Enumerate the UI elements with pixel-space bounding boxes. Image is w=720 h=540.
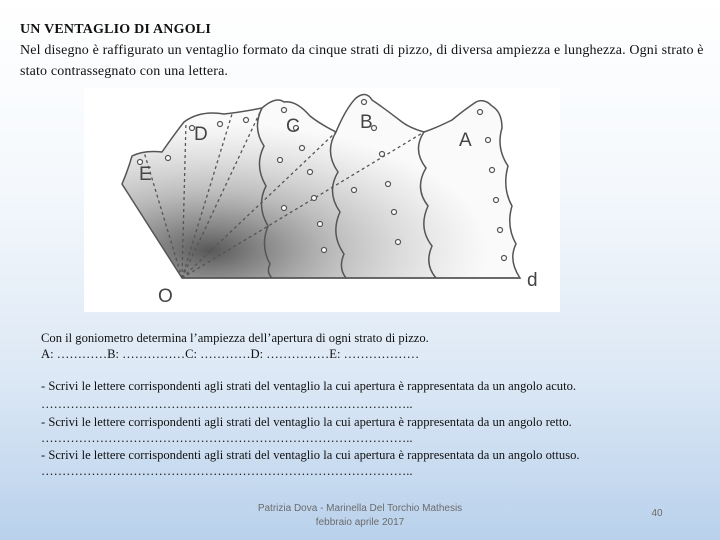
intro-paragraph: Nel disegno è raffigurato un ventaglio formato da cinque strati di pizzo, di diversa ampiezza e lunghezza. Ogni strato è stato contrassegnato con una lettera. (20, 43, 704, 79)
fan-diagram (84, 88, 560, 312)
question-acute: - Scrivi le lettere corrispondenti agli strati del ventaglio la cui apertura è rappresentata da un angolo acuto. (41, 379, 577, 393)
label-A: A (459, 130, 472, 151)
slide-title: UN VENTAGLIO DI ANGOLI (20, 22, 211, 37)
footer-date: febbraio aprile 2017 (315, 517, 405, 528)
question-obtuse: - Scrivi le lettere corrispondenti agli strati del ventaglio la cui apertura è rappresentata da un angolo ottuso. (41, 448, 580, 462)
footer-credit (220, 502, 500, 530)
page-number: 40 (651, 508, 663, 519)
answer-blank-acute: …………………………………………………………………………….. (41, 397, 413, 411)
label-C: C (286, 116, 300, 137)
answer-line: A: …………B: ……………C: …………D: ……………E: ……………… (41, 347, 420, 361)
label-E: E (139, 164, 152, 185)
question-right: - Scrivi le lettere corrispondenti agli strati del ventaglio la cui apertura è rappresentata da un angolo retto. (41, 415, 572, 429)
fan-figure (84, 88, 560, 312)
answer-blank-right: …………………………………………………………………………….. (41, 431, 413, 445)
footer-authors: Patrizia Dova - Marinella Del Torchio Mathesis (257, 503, 463, 514)
label-B: B (360, 112, 373, 133)
label-D: D (194, 124, 208, 145)
label-d: d (527, 270, 538, 291)
label-O: O (158, 286, 173, 307)
instruction-text: Con il goniometro determina l’ampiezza dell’apertura di ogni strato di pizzo. (41, 331, 429, 345)
answer-blank-obtuse: …………………………………………………………………………….. (41, 464, 413, 478)
